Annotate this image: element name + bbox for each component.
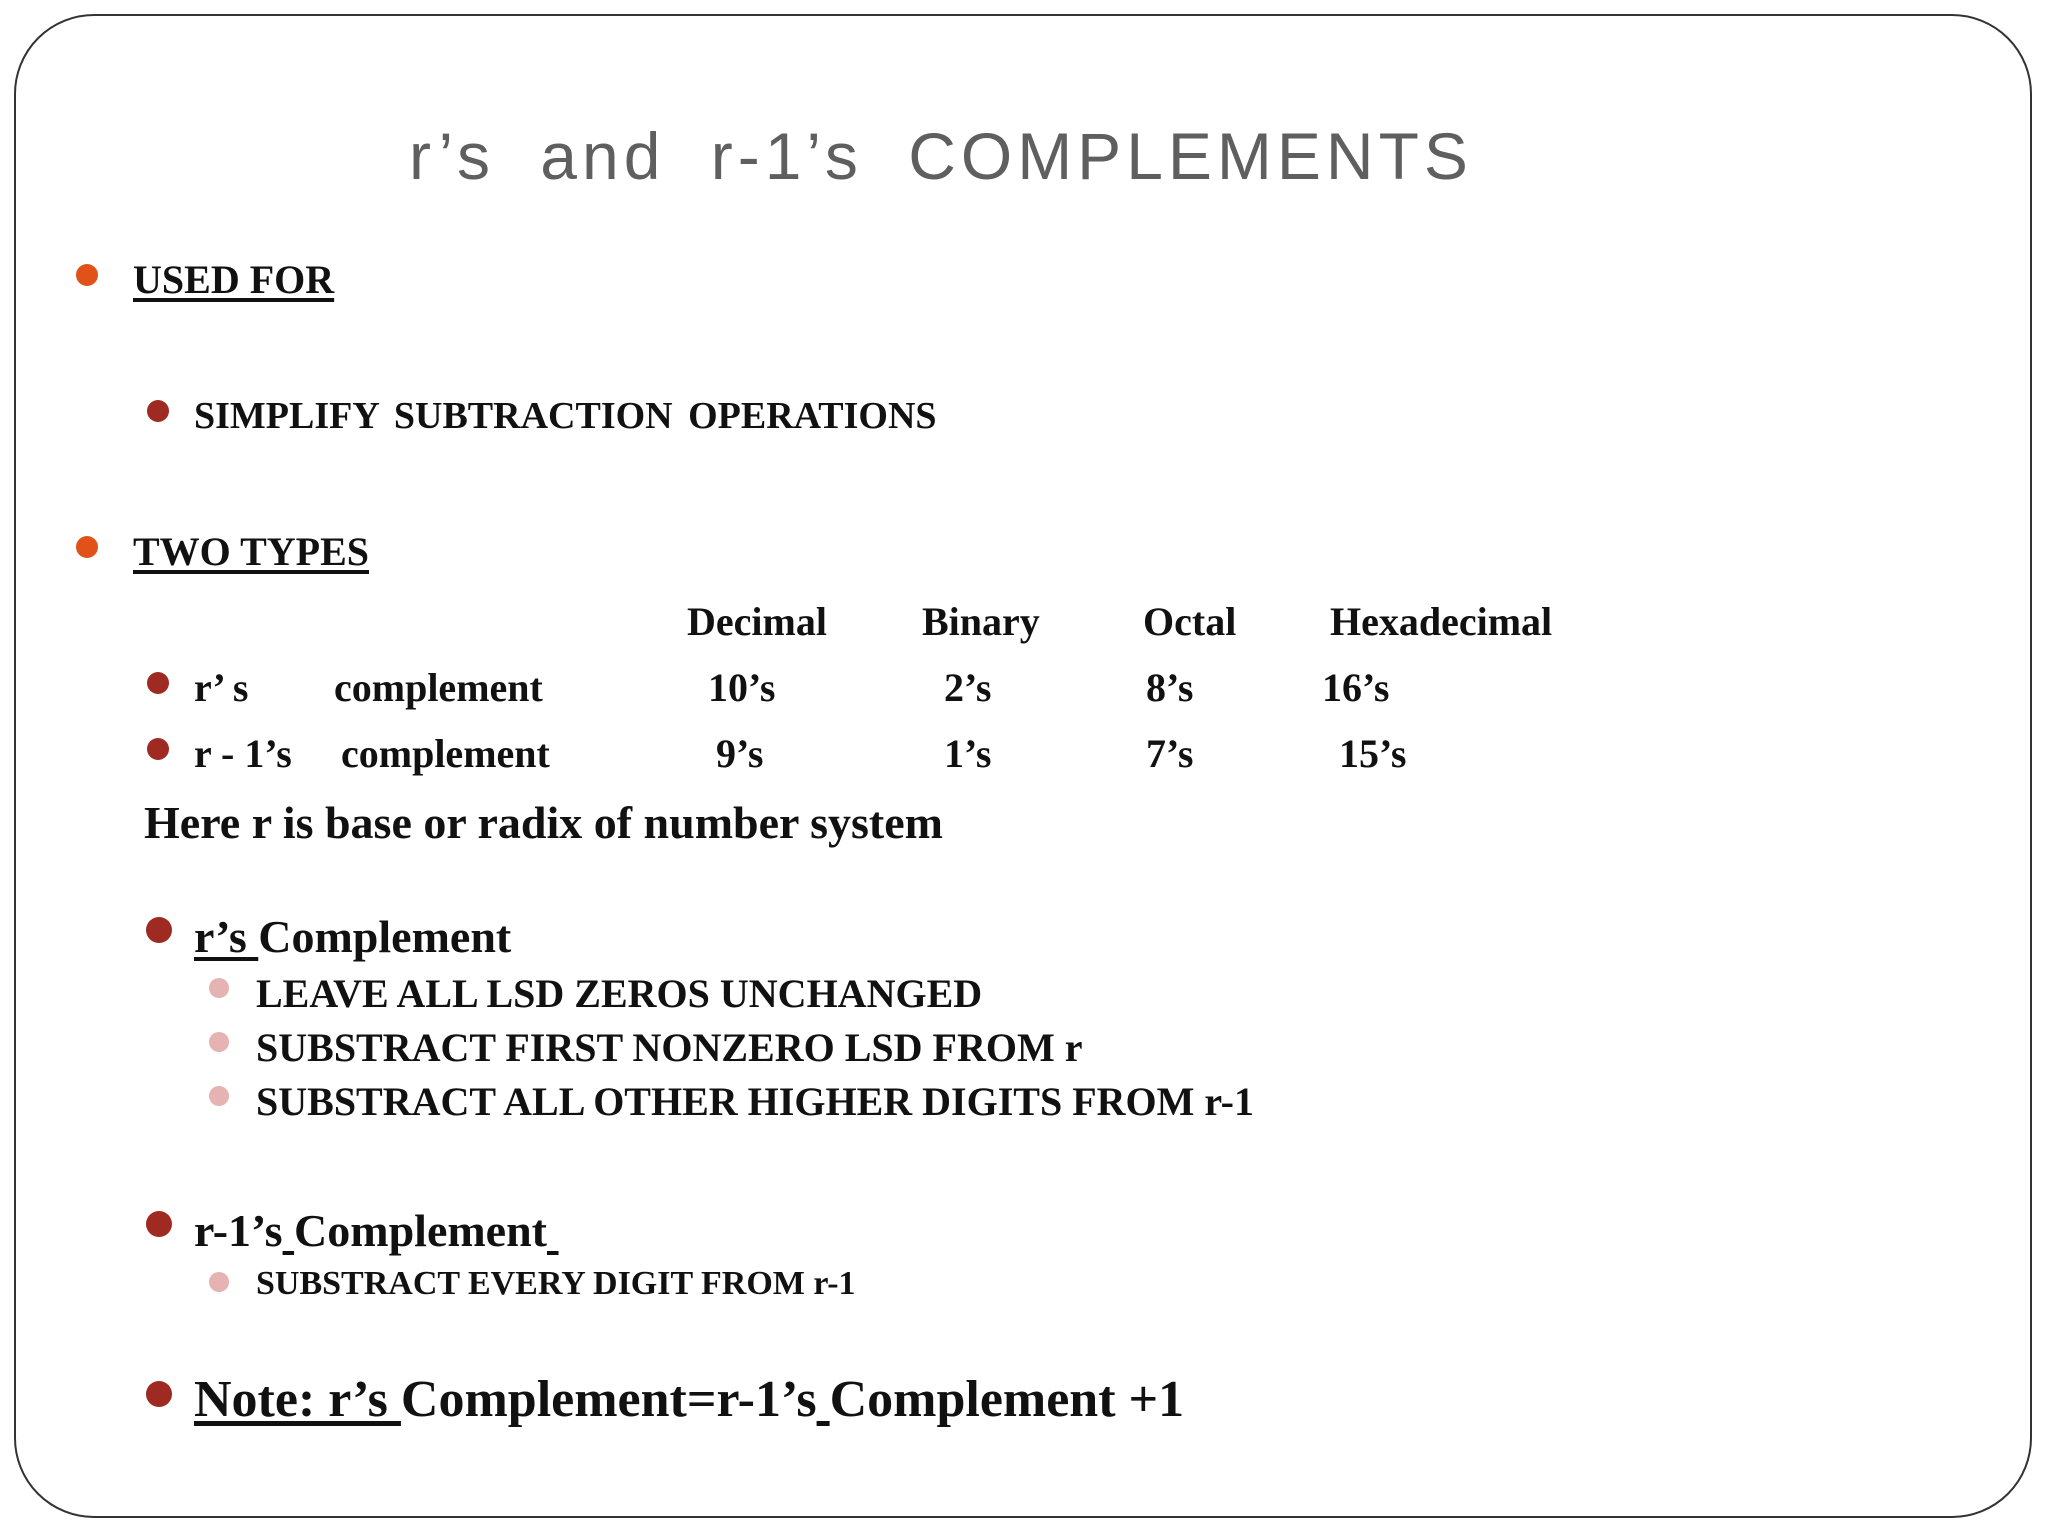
bullet-orange-used-for xyxy=(76,264,98,286)
rs-step-3: SUBSTRACT ALL OTHER HIGHER DIGITS FROM r-1 xyxy=(256,1079,1254,1124)
row-label-rs: r’ s xyxy=(194,665,249,710)
row-type-rs: complement xyxy=(334,665,543,710)
note-middle: Complement=r-1’s xyxy=(400,1371,817,1428)
heading-rs-complement-rest: Complement xyxy=(258,911,512,962)
bullet-red-r1s-complement xyxy=(146,1211,172,1237)
bullet-red-note xyxy=(146,1381,172,1407)
bullet-red-row-r1s xyxy=(147,738,169,760)
bullet-pink-step-2 xyxy=(209,1032,229,1052)
bullet-red-rs-complement xyxy=(146,917,172,943)
rs-step-1: LEAVE ALL LSD ZEROS UNCHANGED xyxy=(256,971,983,1016)
row-label-r1s: r - 1’s xyxy=(194,731,292,776)
cell-r1s-octal: 7’s xyxy=(1146,731,1194,776)
bullet-pink-step-1 xyxy=(209,978,229,998)
bullet-pink-step-3 xyxy=(209,1086,229,1106)
cell-r1s-binary: 1’s xyxy=(944,731,992,776)
slide-title: r’s and r-1’s COMPLEMENTS xyxy=(409,119,1473,193)
note-underlined: Note: r’s xyxy=(194,1371,401,1428)
cell-r1s-decimal: 9’s xyxy=(716,731,764,776)
bullet-orange-two-types xyxy=(76,536,98,558)
note-formula xyxy=(194,1370,1184,1429)
bullet-red-simplify xyxy=(147,400,169,422)
heading-rs-complement-underlined: r’s xyxy=(194,911,259,962)
cell-rs-binary: 2’s xyxy=(944,665,992,710)
cell-r1s-hexadecimal: 15’s xyxy=(1339,731,1407,776)
radix-note: Here r is base or radix of number system xyxy=(144,797,943,848)
row-type-r1s: complement xyxy=(341,731,550,776)
heading-two-types: TWO TYPES xyxy=(133,529,369,574)
bullet-red-row-rs xyxy=(147,672,169,694)
cell-rs-hexadecimal: 16’s xyxy=(1322,665,1390,710)
heading-rs-complement xyxy=(194,910,511,963)
cell-rs-octal: 8’s xyxy=(1146,665,1194,710)
cell-rs-decimal: 10’s xyxy=(708,665,776,710)
bullet-pink-r1s-step xyxy=(209,1272,229,1292)
column-header-octal: Octal xyxy=(1143,599,1237,644)
r1s-step-1: SUBSTRACT EVERY DIGIT FROM r-1 xyxy=(256,1265,856,1302)
rs-step-2: SUBSTRACT FIRST NONZERO LSD FROM r xyxy=(256,1025,1083,1070)
heading-r1s-part-a: r-1’s xyxy=(194,1205,283,1256)
column-header-decimal: Decimal xyxy=(687,599,827,644)
column-header-hexadecimal: Hexadecimal xyxy=(1330,599,1553,644)
heading-used-for: USED FOR xyxy=(133,257,335,302)
heading-r1s-complement xyxy=(194,1204,559,1257)
note-end: Complement +1 xyxy=(829,1371,1185,1428)
heading-r1s-part-b: Complement xyxy=(294,1205,548,1256)
column-header-binary: Binary xyxy=(922,599,1040,644)
item-simplify-subtraction: SIMPLIFY SUBTRACTION OPERATIONS xyxy=(194,395,937,437)
